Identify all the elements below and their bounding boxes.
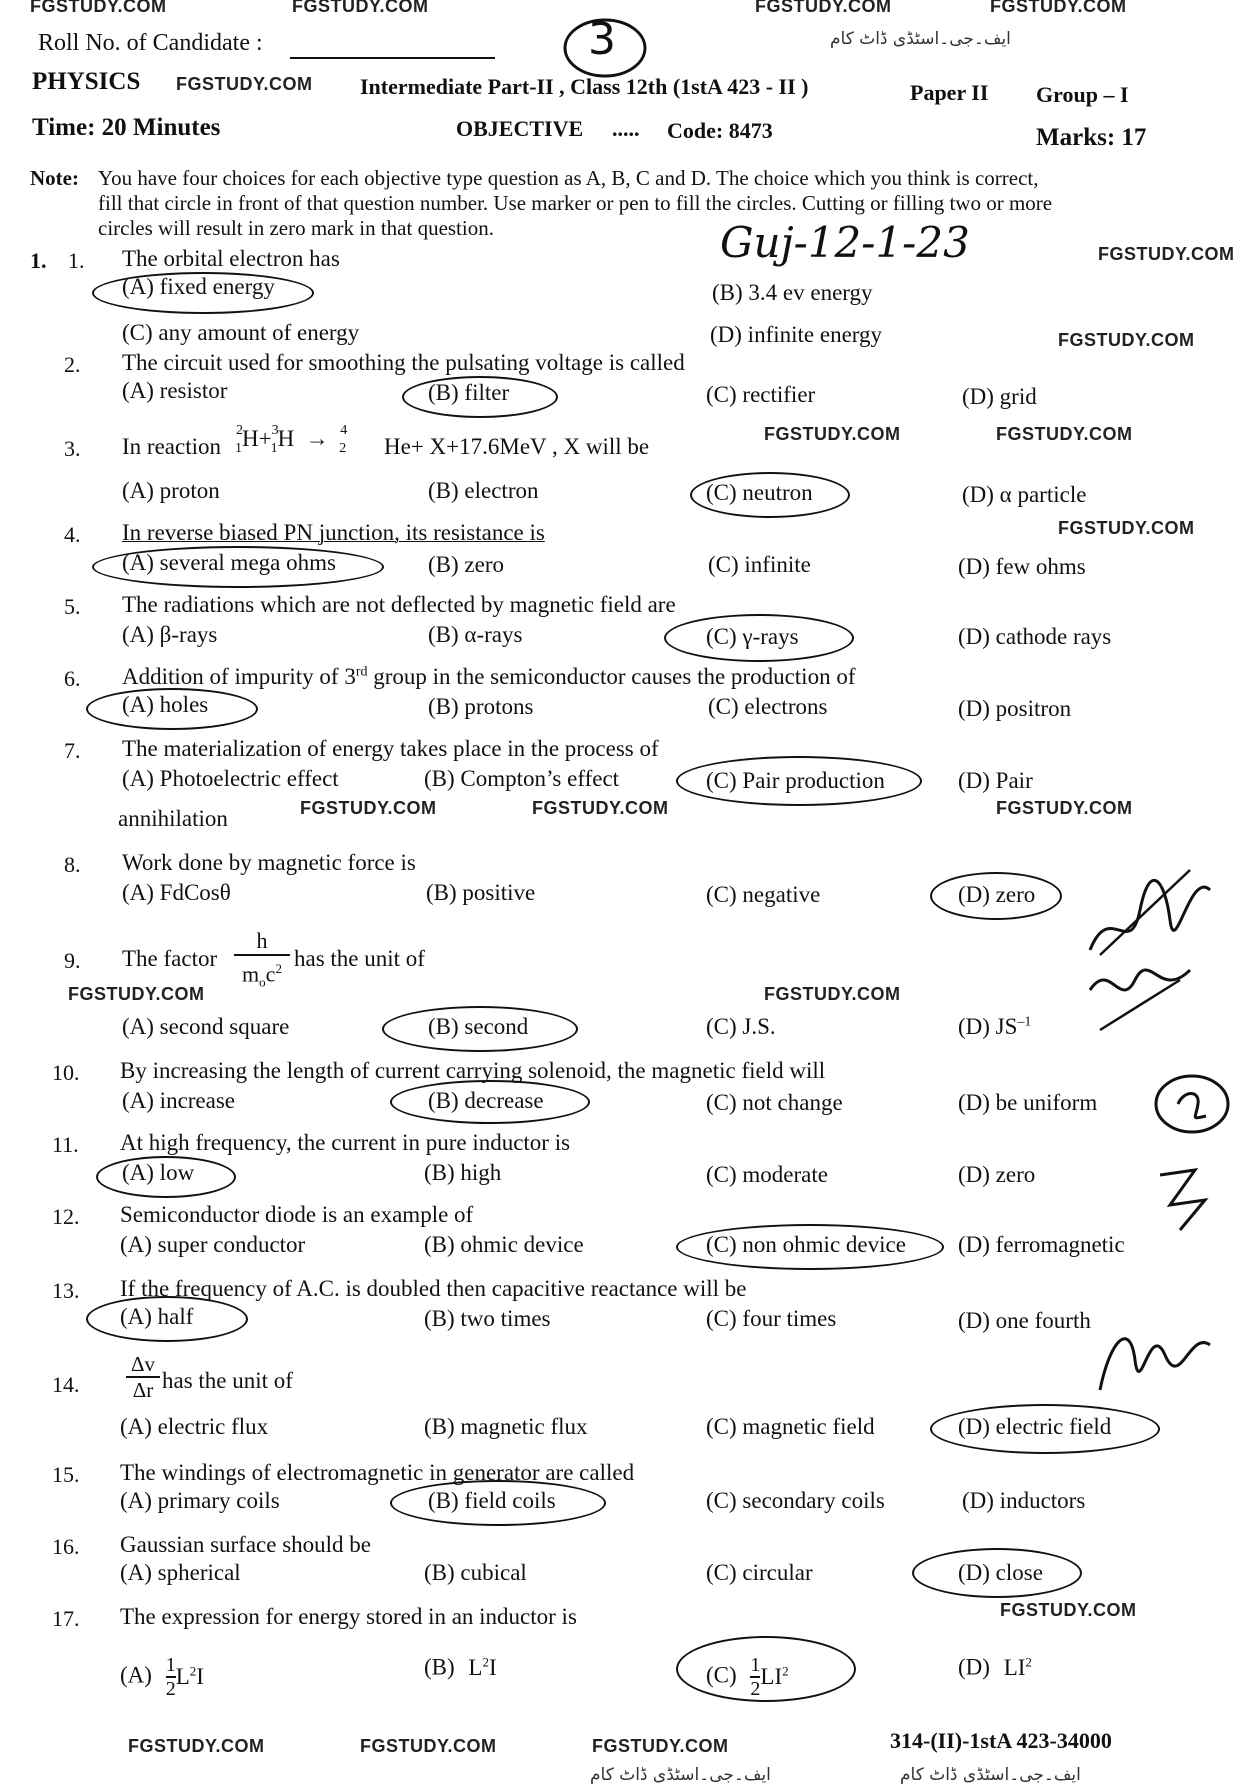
question-number: 16.: [52, 1534, 80, 1559]
option-a-label: (A): [120, 1662, 152, 1688]
question-number: 13.: [52, 1278, 80, 1303]
option-c[interactable]: (C) non ohmic device: [706, 1232, 906, 1257]
watermark: FGSTUDY.COM: [128, 1736, 265, 1756]
option-d[interactable]: (D) $LI^2$: [958, 1654, 1032, 1680]
question-text: If the frequency of A.C. is doubled then capacitive reactance will be: [120, 1276, 747, 1301]
question-number: 10.: [52, 1060, 80, 1085]
option-c[interactable]: (C) not change: [706, 1090, 843, 1115]
section-number: 1.: [30, 248, 47, 273]
note-line-1: You have four choices for each objective type question as A, B, C and D. The choice which you think is correct,: [98, 166, 1039, 190]
option-c[interactable]: (C) neutron: [706, 480, 813, 505]
question-text: Semiconductor diode is an example of: [120, 1202, 474, 1227]
question-text: At high frequency, the current in pure inductor is: [120, 1130, 571, 1155]
question-text: The windings of electromagnetic in generator are called: [120, 1460, 635, 1485]
option-d[interactable]: (D) α particle: [962, 482, 1087, 507]
option-a[interactable]: (A) FdCosθ: [122, 880, 231, 905]
option-d[interactable]: (D) few ohms: [958, 554, 1086, 579]
question-number: 9.: [64, 948, 81, 973]
option-a[interactable]: (A) holes: [122, 692, 209, 717]
course-info: Intermediate Part-II , Class 12th (1stA 423 - II ): [360, 74, 809, 99]
option-a[interactable]: (A) half: [120, 1304, 194, 1329]
option-c[interactable]: (C) Pair production: [706, 768, 885, 793]
option-d[interactable]: (D) be uniform: [958, 1090, 1098, 1115]
option-d[interactable]: (D) positron: [958, 696, 1072, 721]
watermark: FGSTUDY.COM: [532, 798, 669, 818]
option-c[interactable]: (C) $\frac{1}{2}$ $LI^2$: [706, 1654, 789, 1700]
question-text: The radiations which are not deflected by magnetic field are: [122, 592, 676, 617]
question-text: In reaction: [122, 434, 221, 459]
option-c[interactable]: (C) electrons: [708, 694, 828, 719]
question-number: 1.: [68, 248, 85, 273]
option-a[interactable]: (A) Photoelectric effect: [122, 766, 339, 791]
question-text: He+ X+17.6MeV , X will be: [384, 434, 650, 459]
roll-label: Roll No. of Candidate :: [38, 30, 263, 56]
footer-code: 314-(II)-1stA 423-34000: [890, 1728, 1112, 1753]
option-d[interactable]: (D) close: [958, 1560, 1043, 1585]
watermark: FGSTUDY.COM: [1058, 330, 1195, 350]
question-number: 5.: [64, 594, 81, 619]
option-c-label: (C): [706, 1662, 737, 1688]
question-number: 17.: [52, 1606, 80, 1631]
option-a[interactable]: (A) several mega ohms: [122, 550, 336, 575]
watermark: FGSTUDY.COM: [592, 1736, 729, 1756]
paper-label: Paper II: [910, 80, 989, 105]
question-text: has the unit of: [294, 946, 425, 971]
option-d[interactable]: (D) Pair: [958, 768, 1033, 793]
option-b[interactable]: (B) zero: [428, 552, 504, 577]
option-a[interactable]: (A) resistor: [122, 378, 228, 403]
section-dots: .....: [612, 116, 640, 141]
question-number: 2.: [64, 352, 81, 377]
watermark: FGSTUDY.COM: [755, 0, 892, 16]
option-d[interactable]: (D) infinite energy: [710, 322, 883, 347]
question-number: 14.: [52, 1372, 80, 1397]
option-b[interactable]: (B) decrease: [428, 1088, 544, 1113]
question-text: In reverse biased PN junction, its resistance is: [122, 520, 545, 545]
question-text: Gaussian surface should be: [120, 1532, 372, 1557]
option-d[interactable]: (D) ferromagnetic: [958, 1232, 1125, 1257]
watermark: FGSTUDY.COM: [30, 0, 167, 16]
watermark: FGSTUDY.COM: [996, 798, 1133, 818]
option-d-text: (D) JS: [958, 1014, 1018, 1039]
watermark: FGSTUDY.COM: [68, 984, 205, 1004]
option-a[interactable]: (A) proton: [122, 478, 220, 503]
option-c[interactable]: (C) rectifier: [706, 382, 816, 407]
option-a[interactable]: (A) low: [122, 1160, 195, 1185]
note-line-3: circles will result in zero mark in that question.: [98, 216, 494, 240]
option-a[interactable]: (A) super conductor: [120, 1232, 306, 1257]
option-b-label: (B): [424, 1654, 455, 1680]
watermark: FGSTUDY.COM: [1000, 1600, 1137, 1620]
option-d-continued: annihilation: [118, 806, 228, 831]
watermark: FGSTUDY.COM: [990, 0, 1127, 16]
watermark: FGSTUDY.COM: [764, 984, 901, 1004]
question-number: 3.: [64, 436, 81, 461]
option-b[interactable]: (B) $L^2I$: [424, 1654, 497, 1680]
marks-label: Marks: 17: [1036, 124, 1147, 151]
option-a[interactable]: (A) second square: [122, 1014, 290, 1039]
option-d[interactable]: (D) grid: [962, 384, 1037, 409]
option-b[interactable]: (B) filter: [428, 380, 510, 405]
option-d[interactable]: (D) one fourth: [958, 1308, 1091, 1333]
signature-scribble: [1150, 1160, 1230, 1240]
time-label: Time: 20 Minutes: [32, 114, 221, 141]
option-b[interactable]: (B) field coils: [428, 1488, 556, 1513]
option-a[interactable]: (A) spherical: [120, 1560, 241, 1585]
question-number: 7.: [64, 738, 81, 763]
option-a[interactable]: (A) increase: [122, 1088, 236, 1113]
question-text: has the unit of: [162, 1368, 293, 1393]
option-b[interactable]: (B) ohmic device: [424, 1232, 584, 1257]
option-d[interactable]: (D) cathode rays: [958, 624, 1112, 649]
option-b[interactable]: (B) second: [428, 1014, 529, 1039]
question-text: By increasing the length of current carrying solenoid, the magnetic field will: [120, 1058, 826, 1083]
question-text: The circuit used for smoothing the pulsating voltage is called: [122, 350, 685, 375]
option-b[interactable]: (B) two times: [424, 1306, 551, 1331]
question-text: The factor: [122, 946, 218, 971]
watermark: FGSTUDY.COM: [996, 424, 1133, 444]
option-a[interactable]: (A) β-rays: [122, 622, 218, 647]
fraction-dv-over-dr: Δv Δr: [126, 1352, 160, 1402]
option-c[interactable]: (C) any amount of energy: [122, 320, 360, 345]
paper-number: 3: [588, 14, 616, 65]
option-c[interactable]: (C) circular: [706, 1560, 813, 1585]
note-label: Note:: [30, 166, 79, 190]
question-number: 12.: [52, 1204, 80, 1229]
group-label: Group – I: [1036, 82, 1129, 107]
option-a[interactable]: (A) primary coils: [120, 1488, 280, 1513]
signature-scribble: [1090, 1300, 1220, 1410]
watermark: FGSTUDY.COM: [1098, 244, 1235, 264]
question-number: 15.: [52, 1462, 80, 1487]
option-b[interactable]: (B) high: [424, 1160, 502, 1185]
signature-scribble: [1080, 950, 1200, 1040]
question-number: 11.: [52, 1132, 79, 1157]
watermark: FGSTUDY.COM: [176, 74, 313, 94]
option-c[interactable]: (C) infinite: [708, 552, 811, 577]
fraction-h-over-m0c2: h $m_oc^2$: [234, 928, 290, 996]
option-c[interactable]: (C) magnetic field: [706, 1414, 875, 1439]
option-c[interactable]: (C) moderate: [706, 1162, 828, 1187]
reaction-equation: $^2_1$H+$^3_1$H → $^4_2$: [235, 423, 348, 456]
option-d[interactable]: (D) inductors: [962, 1488, 1086, 1513]
option-d[interactable]: (D) zero: [958, 1162, 1036, 1187]
option-b[interactable]: (B) α-rays: [428, 622, 523, 647]
option-d[interactable]: (D) $JS^{-1}$: [958, 1014, 1032, 1039]
roll-number-line: [290, 57, 495, 59]
option-b[interactable]: (B) protons: [428, 694, 534, 719]
section-label: OBJECTIVE: [456, 116, 584, 141]
option-c[interactable]: (C) four times: [706, 1306, 837, 1331]
option-b[interactable]: (B) electron: [428, 478, 539, 503]
option-c[interactable]: (C) J.S.: [706, 1014, 776, 1039]
question-number: 4.: [64, 522, 81, 547]
option-b[interactable]: (B) cubical: [424, 1560, 527, 1585]
option-a[interactable]: (A) $\frac{1}{2}$ $L^2I$: [120, 1654, 204, 1700]
option-b[interactable]: (B) 3.4 ev energy: [712, 280, 873, 305]
option-d[interactable]: (D) electric field: [958, 1414, 1112, 1439]
option-a[interactable]: (A) fixed energy: [122, 274, 275, 299]
option-c[interactable]: (C) secondary coils: [706, 1488, 885, 1513]
question-text: The expression for energy stored in an inductor is: [120, 1604, 577, 1629]
question-text: Work done by magnetic force is: [122, 850, 416, 875]
question-text: [122, 664, 856, 690]
urdu-watermark: ایف۔جی۔اسٹڈی ڈاٹ کام: [900, 1765, 1081, 1785]
watermark: FGSTUDY.COM: [764, 424, 901, 444]
option-c[interactable]: (C) γ-rays: [706, 624, 799, 649]
option-d-label: (D): [958, 1654, 990, 1680]
watermark: FGSTUDY.COM: [292, 0, 429, 16]
question-text-part: Addition of impurity of 3rd group in the semiconductor causes the production of: [122, 664, 856, 689]
option-b[interactable]: (B) magnetic flux: [424, 1414, 588, 1439]
option-a[interactable]: (A) electric flux: [120, 1414, 269, 1439]
urdu-watermark: ایف۔جی۔اسٹڈی ڈاٹ کام: [590, 1765, 771, 1785]
watermark: FGSTUDY.COM: [1058, 518, 1195, 538]
question-text: The orbital electron has: [122, 246, 340, 271]
subject-title: PHYSICS: [32, 68, 141, 95]
score-circle: [1150, 1070, 1240, 1140]
question-text: The materialization of energy takes place in the process of: [122, 736, 659, 761]
note-line-2: fill that circle in front of that question number. Use marker or pen to fill the circles. Cutting or filling two or more: [98, 191, 1053, 215]
option-d[interactable]: (D) zero: [958, 882, 1036, 907]
question-number: 6.: [64, 666, 81, 691]
option-c[interactable]: (C) negative: [706, 882, 821, 907]
watermark: FGSTUDY.COM: [360, 1736, 497, 1756]
option-b[interactable]: (B) Compton’s effect: [424, 766, 620, 791]
handwritten-date: Guj-12-1-23: [720, 218, 970, 267]
urdu-watermark: ایف۔جی۔اسٹڈی ڈاٹ کام: [830, 29, 1011, 49]
watermark: FGSTUDY.COM: [300, 798, 437, 818]
code-label: Code: 8473: [667, 118, 773, 143]
option-b[interactable]: (B) positive: [426, 880, 536, 905]
question-number: 8.: [64, 852, 81, 877]
